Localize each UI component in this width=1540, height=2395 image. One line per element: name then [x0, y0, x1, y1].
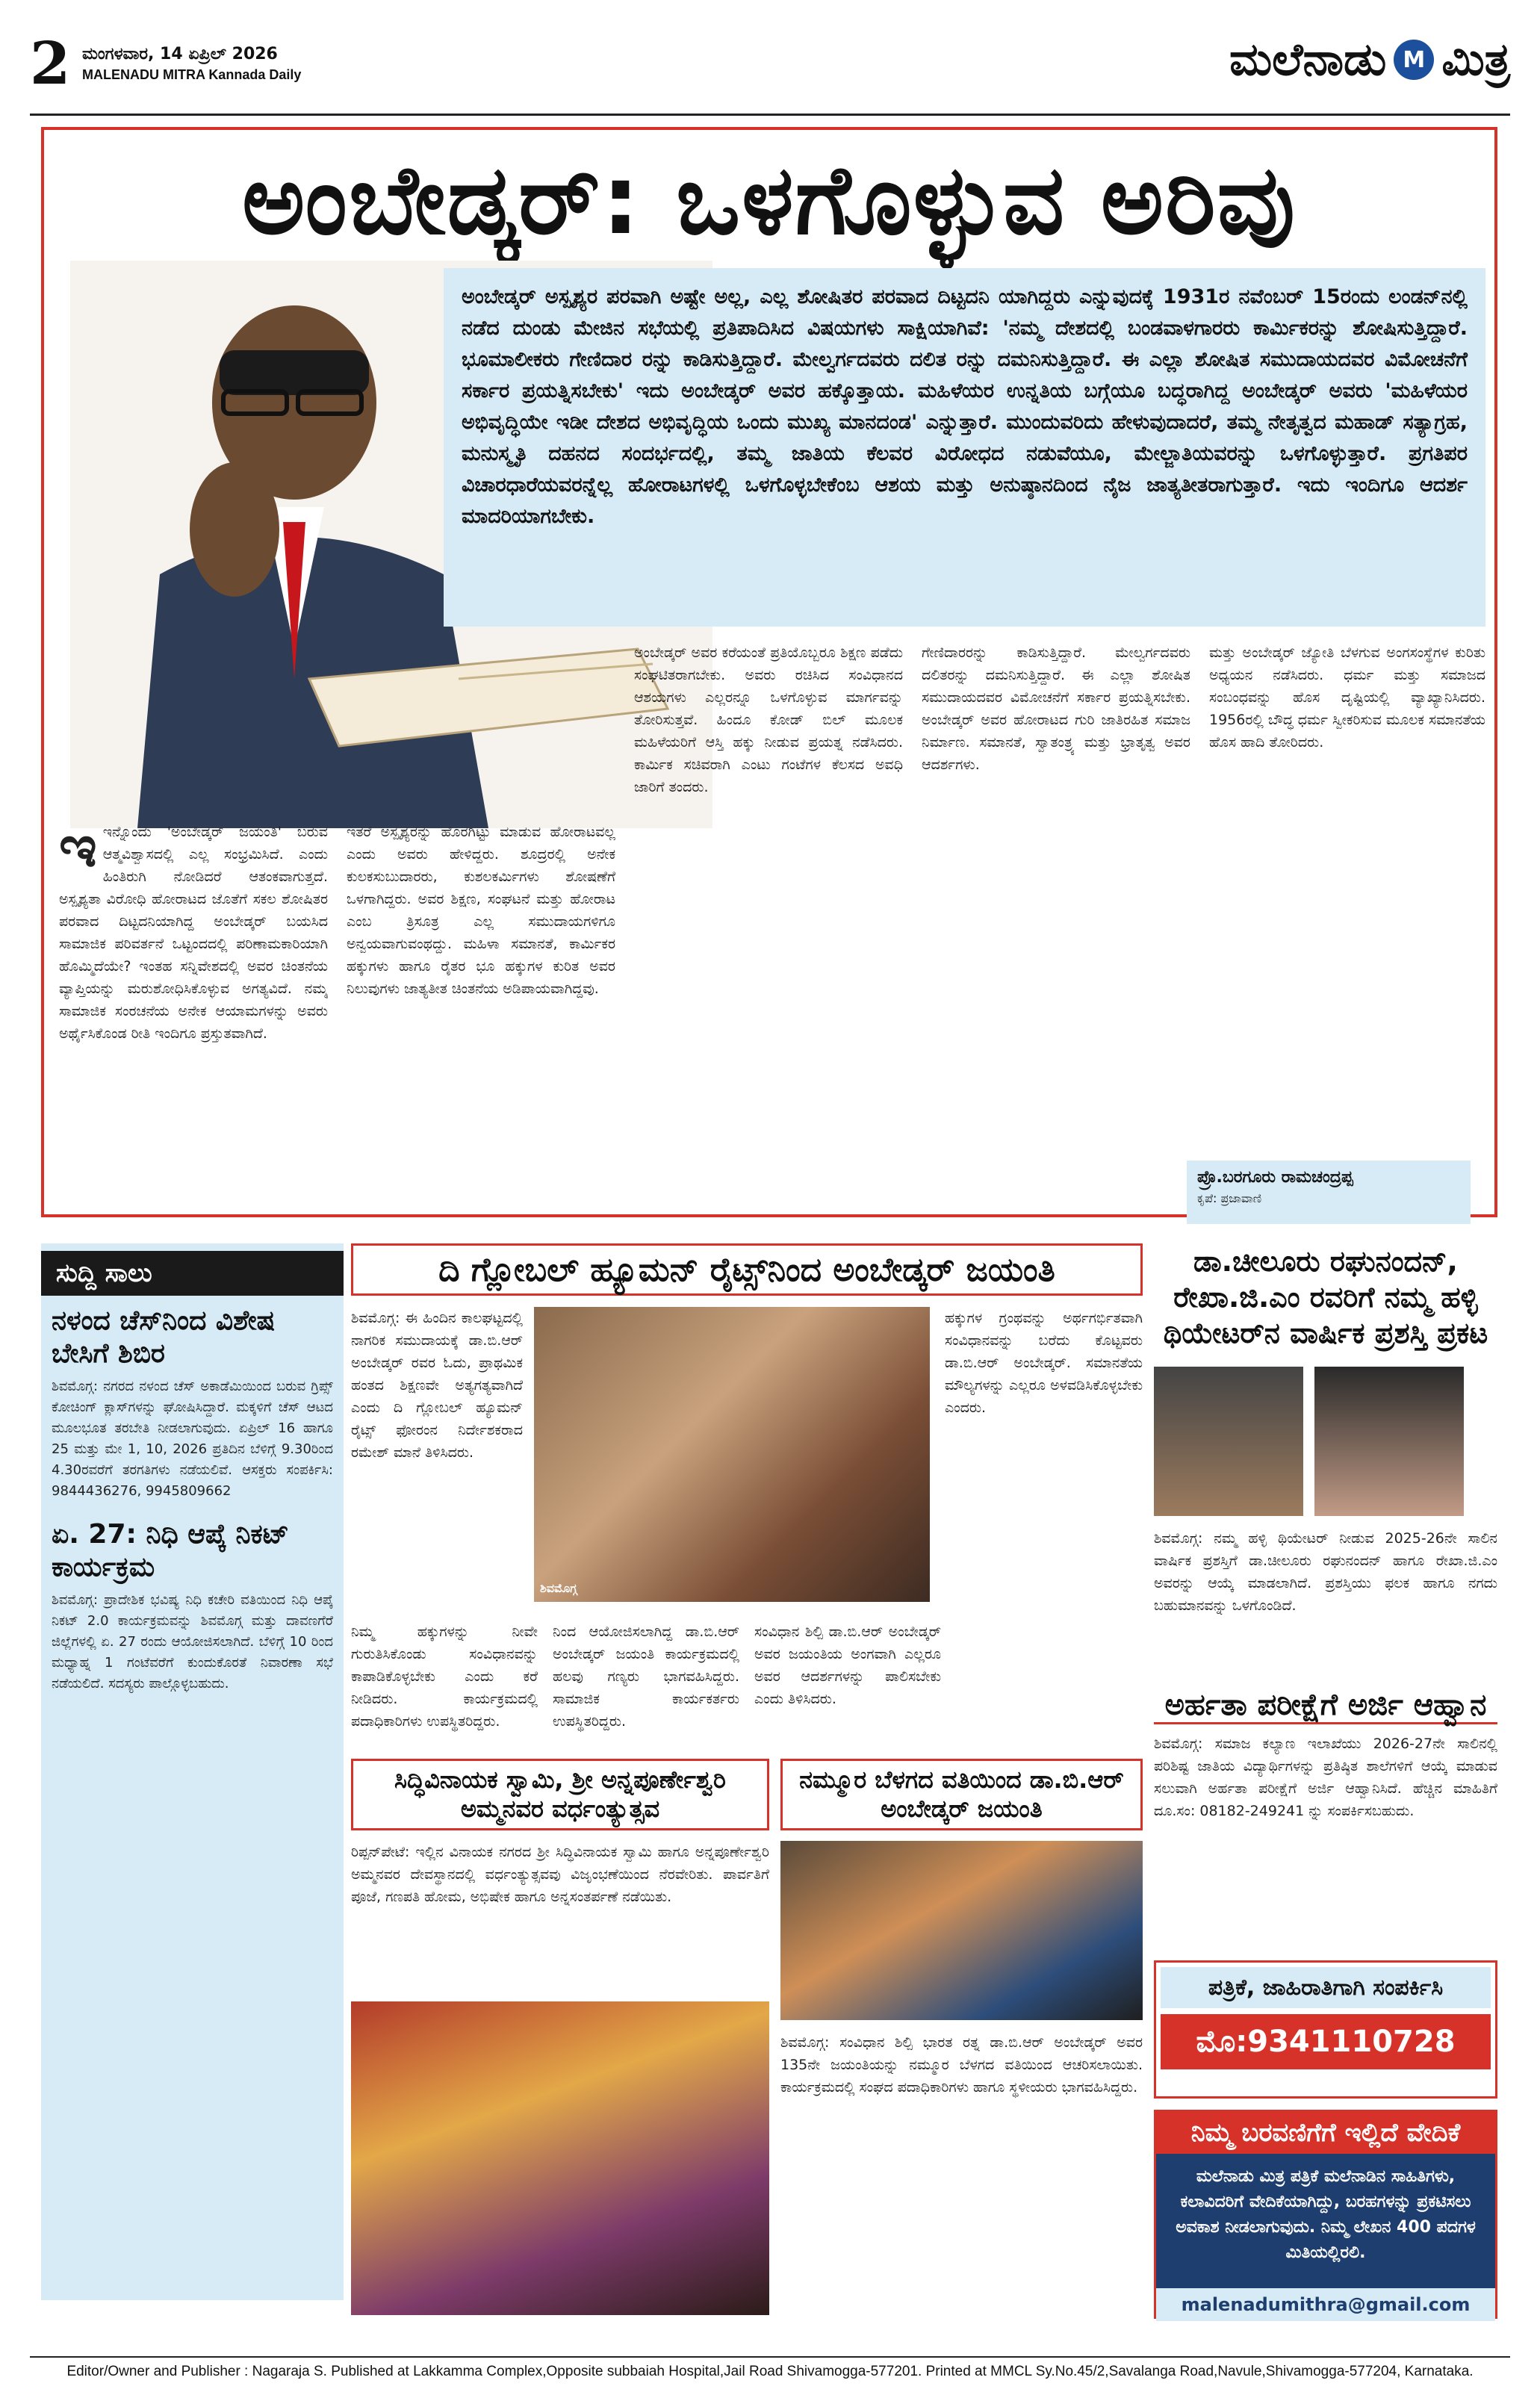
column-1-text: ಇನ್ನೊಂದು 'ಅಂಬೇಡ್ಕರ್ ಜಯಂತಿ' ಬರುವ ಆತ್ಮವಿಶ್ವಾಸದಲ್ಲಿ ಎಲ್ಲ ಸಂಭ್ರಮಿಸಿದೆ. ಎಂದು ಹಿಂತಿರುಗಿ ನೋಡಿದರೆ ಆತಂಕವಾಗುತ್ತದೆ. ಅಸ್ಪೃಶ್ಯತಾ ವಿರೋಧಿ ಹೋರಾಟದ ಜೊತೆಗೆ ಸಕಲ ಶೋಷಿತರ ಪರವಾದ ದಿಟ್ಟದನಿಯಾಗಿದ್ದ ಅಂಬೇಡ್ಕರ್ ಬಯಸಿದ ಸಾಮಾಜಿಕ ಪರಿವರ್ತನೆ ಒಟ್ಟಂದದಲ್ಲಿ ಪರಿಣಾಮಕಾರಿಯಾಗಿ ಹೊಮ್ಮಿದೆಯೇ? ಇಂತಹ ಸನ್ನಿವೇಶದಲ್ಲಿ ಅವರ ಚಿಂತನೆಯ ವ್ಯಾಪ್ತಿಯನ್ನು ಮರುಶೋಧಿಸಿಕೊಳ್ಳುವ ಅಗತ್ಯವಿದೆ. ನಮ್ಮ ಸಾಮಾಜಿಕ ಸಂರಚನೆಯ ಅನೇಕ ಆಯಾಮಗಳನ್ನು ಅವರು ಅರ್ಥೈಸಿಕೊಂಡ ರೀತಿ ಇಂದಿಗೂ ಪ್ರಸ್ತುತವಾಗಿದೆ.	[59, 824, 328, 1042]
writing-ad-text: ಮಲೆನಾಡು ಮಿತ್ರ ಪತ್ರಿಕೆ ಮಲೆನಾಡಿನ ಸಾಹಿತಿಗಳು, ಕಲಾವಿದರಿಗೆ ವೇದಿಕೆಯಾಗಿದ್ದು, ಬರಹಗಳನ್ನು ಪ್ರಕಟಿಸಲು ಅವಕಾಶ ನೀಡಲಾಗುವುದು. ನಿಮ್ಮ ಲೇಖನ 400 ಪದಗಳ ಮಿತಿಯಲ್ಲಿರಲಿ.	[1156, 2154, 1495, 2288]
byline-role: ಕೃಪೆ: ಪ್ರಜಾವಾಣಿ	[1197, 1191, 1262, 1205]
masthead	[30, 30, 1510, 116]
news-headline-2: ಏ. 27: ನಿಧಿ ಆಪ್ಕೆ ನಿಕಟ್ ಕಾರ್ಯಕ್ರಮ	[52, 1519, 289, 1582]
middle-text-d: ನಿಂದ ಆಯೋಜಿಸಲಾಗಿದ್ದ ಡಾ.ಬಿ.ಆರ್ ಅಂಬೇಡ್ಕರ್ ಜಯಂತಿ ಕಾರ್ಯಕ್ರಮದಲ್ಲಿ ಹಲವು ಗಣ್ಯರು ಭಾಗವಹಿಸಿದ್ದರು. ಸಾಮಾಜಿಕ ಕಾರ್ಯಕರ್ತರು ಉಪಸ್ಥಿತರಿದ್ದರು.	[553, 1624, 739, 1730]
event-photo	[534, 1307, 930, 1602]
photo-caption: ಶಿವಮೊಗ್ಗ	[540, 1581, 577, 1595]
byline	[1187, 1161, 1471, 1224]
dateline: ಮಂಗಳವಾರ, 14 ಏಪ್ರಿಲ್ 2026	[82, 45, 278, 63]
intro-box: ಅಂಬೇಡ್ಕರ್ ಅಸ್ಪೃಶ್ಯರ ಪರವಾಗಿ ಅಷ್ಟೇ ಅಲ್ಲ, ಎಲ್ಲ ಶೋಷಿತರ ಪರವಾದ ದಿಟ್ಟದನಿ ಯಾಗಿದ್ದರು ಎನ್ನುವುದಕ್ಕೆ 1931ರ ನವೆಂಬರ್ 15ರಂದು ಲಂಡನ್‌ನಲ್ಲಿ ನಡೆದ ದುಂಡು ಮೇಜಿನ ಸಭೆಯಲ್ಲಿ ಪ್ರತಿಪಾದಿಸಿದ ವಿಷಯಗಳು ಸಾಕ್ಷಿಯಾಗಿವೆ: 'ನಮ್ಮ ದೇಶದಲ್ಲಿ ಬಂಡವಾಳಗಾರರು ಕಾರ್ಮಿಕರನ್ನು ಶೋಷಿಸುತ್ತಿದ್ದಾರೆ. ಭೂಮಾಲೀಕರು ಗೇಣಿದಾರ ರನ್ನು ಕಾಡಿಸುತ್ತಿದ್ದಾರೆ. ಮೇಲ್ವರ್ಗದವರು ದಲಿತ ರನ್ನು ದಮನಿಸುತ್ತಿದ್ದಾರೆ. ಈ ಎಲ್ಲಾ ಶೋಷಿತ ಸಮುದಾಯದವರ ವಿಮೋಚನೆಗೆ ಸರ್ಕಾರ ಪ್ರಯತ್ನಿಸಬೇಕು' ಇದು ಅಂಬೇಡ್ಕರ್ ಅವರ ಹಕ್ಕೊತ್ತಾಯ. ಮಹಿಳೆಯರ ಉನ್ನತಿಯ ಬಗ್ಗೆಯೂ ಬದ್ಧರಾಗಿದ್ದ ಅಂಬೇಡ್ಕರ್ ಅವರು 'ಮಹಿಳೆಯರ ಅಭಿವೃದ್ಧಿಯೇ ಇಡೀ ದೇಶದ ಅಭಿವೃದ್ಧಿಯ ಒಂದು ಮುಖ್ಯ ಮಾನದಂಡ' ಎನ್ನುತ್ತಾರೆ. ಮುಂದುವರಿದು ಹೇಳುವುದಾದರೆ, ತಮ್ಮ ನೇತೃತ್ವದ ಮಹಾಡ್ ಸತ್ಯಾಗ್ರಹ, ಮನುಸ್ಮೃತಿ ದಹನದ ಸಂದರ್ಭದಲ್ಲಿ, ತಮ್ಮ ಜಾತಿಯ ಕೆಲವರ ವಿರೋಧದ ನಡುವೆಯೂ, ಮೇಲ್ಜಾತಿಯವರನ್ನು ಒಳಗೊಳ್ಳುತ್ತಾರೆ. ಪ್ರಗತಿಪರ ವಿಚಾರಧಾರೆಯವರನ್ನೆಲ್ಲ ಹೋರಾಟಗಳಲ್ಲಿ ಒಳಗೊಳ್ಳಬೇಕೆಂಬ ಆಶಯ ಮತ್ತು ಅನುಷ್ಠಾನದಿಂದ ನೈಜ ಜಾತ್ಯತೀತರಾಗುತ್ತಾರೆ. ಇದು ಇಂದಿಗೂ ಆದರ್ಶ ಮಾದರಿಯಾಗಬೇಕು.	[444, 268, 1485, 627]
column-1	[59, 821, 328, 1209]
imprint-footer: Editor/Owner and Publisher : Nagaraja S. Published at Lakkamma Complex,Opposite subbaiah Hospital,Jail Road Shivamogga-577201. Printed at MMCL Sy.No.45/2,Savalanga Road,Navule,Shivamogga-577204, Karnataka.	[30, 2356, 1510, 2386]
news-text-1: ಶಿವಮೊಗ್ಗ: ನಗರದ ನಳಂದ ಚೆಸ್ ಅಕಾಡೆಮಿಯಿಂದ ಬರುವ ಗ್ರಿಪ್ಸ್ ಕೋಚಿಂಗ್ ಕ್ಲಾಸ್‌ಗಳನ್ನು ಘೋಷಿಸಿದ್ದಾರೆ. ಮಕ್ಕಳಿಗೆ ಚೆಸ್ ಆಟದ ಮೂಲಭೂತ ತರಬೇತಿ ನೀಡಲಾಗುವುದು. ಏಪ್ರಿಲ್ 16 ಹಾಗೂ 25 ಮತ್ತು ಮೇ 1, 10, 2026 ಪ್ರತಿದಿನ ಬೆಳಿಗ್ಗೆ 9.30ರಿಂದ 4.30ರವರೆಗೆ ತರಗತಿಗಳು ನಡೆಯಲಿವೆ. ಆಸಕ್ತರು ಸಂಪರ್ಕಿಸಿ: 9844436276, 9945809662	[52, 1379, 333, 1499]
award-photo-1	[1154, 1367, 1303, 1516]
news-headline-1: ನಳಂದ ಚೆಸ್‌ನಿಂದ ವಿಶೇಷ ಬೇಸಿಗೆ ಶಿಬಿರ	[52, 1305, 276, 1369]
logo-icon: M	[1394, 40, 1434, 80]
temple-text: ರಿಪ್ಪನ್‌ಪೇಟೆ: ಇಲ್ಲಿನ ವಿನಾಯಕ ನಗರದ ಶ್ರೀ ಸಿದ್ಧಿವಿನಾಯಕ ಸ್ವಾಮಿ ಹಾಗೂ ಅನ್ನಪೂರ್ಣೇಶ್ವರಿ ಅಮ್ಮನವರ ದೇವಸ್ಥಾನದಲ್ಲಿ ವರ್ಧಂತ್ಯುತ್ಸವವು ವಿಜೃಂಭಣೆಯಿಂದ ನೆರವೇರಿತು. ಪಾರ್ವತಿಗೆ ಪೂಜೆ, ಗಣಪತಿ ಹೋಮ, ಅಭಿಷೇಕ ಹಾಗೂ ಅನ್ನಸಂತರ್ಪಣೆ ನಡೆಯಿತು.	[351, 1844, 769, 1905]
brand-left: ಮಲೆನಾಡು	[1229, 34, 1387, 86]
feature-article	[41, 127, 1497, 1217]
middle-text-b: ಹಕ್ಕುಗಳ ಗ್ರಂಥವನ್ನು ಅರ್ಥಗರ್ಭಿತವಾಗಿ ಸಂವಿಧಾನವನ್ನು ಬರೆದು ಕೊಟ್ಟವರು ಡಾ.ಬಿ.ಆರ್ ಅಂಬೇಡ್ಕರ್. ಸಮಾನತೆಯ ಮೌಲ್ಯಗಳನ್ನು ಎಲ್ಲರೂ ಅಳವಡಿಸಿಕೊಳ್ಳಬೇಕು ಎಂದರು.	[945, 1310, 1143, 1416]
jayanti-text: ಶಿವಮೊಗ್ಗ: ಸಂವಿಧಾನ ಶಿಲ್ಪಿ ಭಾರತ ರತ್ನ ಡಾ.ಬಿ.ಆರ್ ಅಂಬೇಡ್ಕರ್ ಅವರ 135ನೇ ಜಯಂತಿಯನ್ನು ನಮ್ಮೂರ ಬೆಳಗದ ವತಿಯಿಂದ ಆಚರಿಸಲಾಯಿತು. ಕಾರ್ಯಕ್ರಮದಲ್ಲಿ ಸಂಘದ ಪದಾಧಿಕಾರಿಗಳು ಹಾಗೂ ಸ್ಥಳೀಯರು ಭಾಗವಹಿಸಿದ್ದರು.	[780, 2034, 1143, 2096]
middle-headline: ದಿ ಗ್ಲೋಬಲ್ ಹ್ಯೂಮನ್ ರೈಟ್ಸ್‌ನಿಂದ ಅಂಬೇಡ್ಕರ್ ಜಯಂತಿ	[351, 1243, 1143, 1296]
brand-logo	[1229, 34, 1510, 86]
temple-photo	[351, 2001, 769, 2315]
page-number: 2	[30, 30, 71, 98]
news-column	[41, 1243, 344, 2300]
contact-ad-phone: ಮೊ:9341110728	[1161, 2014, 1491, 2069]
brand-right: ಮಿತ್ರ	[1441, 34, 1510, 86]
column-4: ಗೇಣಿದಾರರನ್ನು ಕಾಡಿಸುತ್ತಿದ್ದಾರೆ. ಮೇಲ್ವರ್ಗದವರು ದಲಿತರನ್ನು ದಮನಿಸುತ್ತಿದ್ದಾರೆ. ಈ ಎಲ್ಲಾ ಶೋಷಿತ ಸಮುದಾಯದವರ ವಿಮೋಚನೆಗೆ ಸರ್ಕಾರ ಪ್ರಯತ್ನಿಸಬೇಕು. ಅಂಬೇಡ್ಕರ್ ಅವರ ಹೋರಾಟದ ಗುರಿ ಜಾತಿರಹಿತ ಸಮಾಜ ನಿರ್ಮಾಣ. ಸಮಾನತೆ, ಸ್ವಾತಂತ್ರ್ಯ ಮತ್ತು ಭ್ರಾತೃತ್ವ ಅವರ ಆದರ್ಶಗಳು.	[922, 644, 1190, 773]
middle-text-e: ಸಂವಿಧಾನ ಶಿಲ್ಪಿ ಡಾ.ಬಿ.ಆರ್ ಅಂಬೇಡ್ಕರ್ ಅವರ ಜಯಂತಿಯ ಅಂಗವಾಗಿ ಎಲ್ಲರೂ ಅವರ ಆದರ್ಶಗಳನ್ನು ಪಾಲಿಸಬೇಕು ಎಂದು ತಿಳಿಸಿದರು.	[754, 1624, 941, 1707]
writing-ad-email[interactable]: malenadumithra@gmail.com	[1156, 2288, 1495, 2321]
byline-name: ಪ್ರೊ.ಬರಗೂರು ರಾಮಚಂದ್ರಪ್ಪ	[1197, 1168, 1353, 1187]
writing-ad-title: ನಿಮ್ಮ ಬರವಣಿಗೆಗೆ ಇಲ್ಲಿದೆ ವೇದಿಕೆ	[1156, 2112, 1495, 2154]
award-photo-2	[1314, 1367, 1464, 1516]
contact-ad-title: ಪತ್ರಿಕೆ, ಜಾಹಿರಾತಿಗಾಗಿ ಸಂಪರ್ಕಿಸಿ	[1161, 1967, 1491, 2008]
award-headline: ಡಾ.ಚೀಲೂರು ರಘುನಂದನ್, ರೇಖಾ.ಜಿ.ಎಂ ರವರಿಗೆ ನಮ್ಮ ಹಳ್ಳಿ ಥಿಯೇಟರ್‌ನ ವಾರ್ಷಿಕ ಪ್ರಶಸ್ತಿ ಪ್ರಕಟ	[1163, 1245, 1488, 1349]
subtitle: MALENADU MITRA Kannada Daily	[82, 67, 302, 82]
temple-headline: ಸಿದ್ಧಿವಿನಾಯಕ ಸ್ವಾಮಿ, ಶ್ರೀ ಅನ್ನಪೂರ್ಣೇಶ್ವರಿ ಅಮ್ಮನವರ ವರ್ಧಂತ್ಯುತ್ಸವ	[351, 1759, 769, 1830]
feature-headline: ಅಂಬೇಡ್ಕರ್: ಒಳಗೊಳ್ಳುವ ಅರಿವು	[242, 145, 1297, 256]
jayanti-photo	[780, 1841, 1143, 2020]
exam-headline: ಅರ್ಹತಾ ಪರೀಕ್ಷೆಗೆ ಅರ್ಜಿ ಆಹ್ವಾನ	[1154, 1688, 1497, 1724]
exam-text: ಶಿವಮೊಗ್ಗ: ಸಮಾಜ ಕಲ್ಯಾಣ ಇಲಾಖೆಯು 2026-27ನೇ ಸಾಲಿನಲ್ಲಿ ಪರಿಶಿಷ್ಟ ಜಾತಿಯ ವಿದ್ಯಾರ್ಥಿಗಳನ್ನು ಪ್ರತಿಷ್ಠಿತ ಶಾಲೆಗಳಿಗೆ ಆಯ್ಕೆ ಮಾಡುವ ಸಲುವಾಗಿ ಅರ್ಹತಾ ಪರೀಕ್ಷೆಗೆ ಅರ್ಜಿ ಆಹ್ವಾನಿಸಿದೆ. ಹೆಚ್ಚಿನ ಮಾಹಿತಿಗೆ ದೂ.ಸಂ: 08182-249241 ನ್ನು ಸಂಪರ್ಕಿಸಬಹುದು.	[1154, 1736, 1497, 1819]
ambedkar-jayanti-headline: ನಮ್ಮೂರ ಬೆಳಗದ ವತಿಯಿಂದ ಡಾ.ಬಿ.ಆರ್ ಅಂಬೇಡ್ಕರ್ ಜಯಂತಿ	[780, 1759, 1143, 1830]
news-text-2: ಶಿವಮೊಗ್ಗ: ಪ್ರಾದೇಶಿಕ ಭವಿಷ್ಯ ನಿಧಿ ಕಚೇರಿ ವತಿಯಿಂದ ನಿಧಿ ಆಪ್ಕೆ ನಿಕಟ್ 2.0 ಕಾರ್ಯಕ್ರಮವನ್ನು ಶಿವಮೊಗ್ಗ ಮತ್ತು ದಾವಣಗೆರೆ ಜಿಲ್ಲೆಗಳಲ್ಲಿ ಏ. 27 ರಂದು ಆಯೋಜಿಸಲಾಗಿದೆ. ಬೆಳಿಗ್ಗೆ 10 ರಿಂದ ಮಧ್ಯಾಹ್ನ 1 ಗಂಟೆವರೆಗೆ ಕುಂದುಕೊರತೆ ನಿವಾರಣಾ ಸಭೆ ನಡೆಯಲಿದೆ. ಸದಸ್ಯರು ಪಾಲ್ಗೊಳ್ಳಬಹುದು.	[52, 1592, 333, 1692]
feature-body	[59, 642, 1485, 1209]
column-2: ಇತರೆ ಅಸ್ಪೃಶ್ಯರನ್ನು ಹೊರಗಿಟ್ಟು ಮಾಡುವ ಹೋರಾಟವಲ್ಲ ಎಂದು ಅವರು ಹೇಳಿದ್ದರು. ಶೂದ್ರರಲ್ಲಿ ಅನೇಕ ಕುಲಕಸುಬುದಾರರು, ಕುಶಲಕರ್ಮಿಗಳು ಶೋಷಣೆಗೆ ಒಳಗಾಗಿದ್ದರು. ಅವರ ಶಿಕ್ಷಣ, ಸಂಘಟನೆ ಮತ್ತು ಹೋರಾಟ ಎಂಬ ತ್ರಿಸೂತ್ರ ಎಲ್ಲ ಸಮುದಾಯಗಳಿಗೂ ಅನ್ವಯವಾಗುವಂಥದ್ದು. ಮಹಿಳಾ ಸಮಾನತೆ, ಕಾರ್ಮಿಕರ ಹಕ್ಕುಗಳು ಹಾಗೂ ರೈತರ ಭೂ ಹಕ್ಕುಗಳ ಕುರಿತ ಅವರ ನಿಲುವುಗಳು ಜಾತ್ಯತೀತ ಚಿಂತನೆಯ ಅಡಿಪಾಯವಾಗಿದ್ದವು.	[347, 824, 615, 997]
writing-ad	[1154, 2110, 1497, 2319]
middle-text-c: ನಿಮ್ಮ ಹಕ್ಕುಗಳನ್ನು ನೀವೇ ಗುರುತಿಸಿಕೊಂಡು ಸಂವಿಧಾನವನ್ನು ಕಾಪಾಡಿಕೊಳ್ಳಬೇಕು ಎಂದು ಕರೆ ನೀಡಿದರು. ಕಾರ್ಯಕ್ರಮದಲ್ಲಿ ಪದಾಧಿಕಾರಿಗಳು ಉಪಸ್ಥಿತರಿದ್ದರು.	[351, 1624, 538, 1730]
middle-text-a: ಶಿವಮೊಗ್ಗ: ಈ ಹಿಂದಿನ ಕಾಲಘಟ್ಟದಲ್ಲಿ ನಾಗರಿಕ ಸಮುದಾಯಕ್ಕೆ ಡಾ.ಬಿ.ಆರ್ ಅಂಬೇಡ್ಕರ್ ರವರ ಓದು, ಪ್ರಾಥಮಿಕ ಹಂತದ ಶಿಕ್ಷಣವೇ ಅತ್ಯಗತ್ಯವಾಗಿದೆ ಎಂದು ದಿ ಗ್ಲೋಬಲ್ ಹ್ಯೂಮನ್ ರೈಟ್ಸ್ ಫೋರಂನ ನಿರ್ದೇಶಕರಾದ ರಮೇಶ್ ಮಾನೆ ತಿಳಿಸಿದರು.	[351, 1310, 523, 1461]
news-tab: ಸುದ್ದಿ ಸಾಲು	[41, 1251, 344, 1296]
award-text: ಶಿವಮೊಗ್ಗ: ನಮ್ಮ ಹಳ್ಳಿ ಥಿಯೇಟರ್ ನೀಡುವ 2025-26ನೇ ಸಾಲಿನ ವಾರ್ಷಿಕ ಪ್ರಶಸ್ತಿಗೆ ಡಾ.ಚೀಲೂರು ರಘುನಂದನ್ ಹಾಗೂ ರೇಖಾ.ಜಿ.ಎಂ ಅವರನ್ನು ಆಯ್ಕೆ ಮಾಡಲಾಗಿದೆ. ಪ್ರಶಸ್ತಿಯು ಫಲಕ ಹಾಗೂ ನಗದು ಬಹುಮಾನವನ್ನು ಒಳಗೊಂಡಿದೆ.	[1154, 1530, 1497, 1614]
contact-ad	[1154, 1960, 1497, 2099]
column-3: ಅಂಬೇಡ್ಕರ್ ಅವರ ಕರೆಯಂತೆ ಪ್ರತಿಯೊಬ್ಬರೂ ಶಿಕ್ಷಣ ಪಡೆದು ಸಂಘಟಿತರಾಗಬೇಕು. ಅವರು ರಚಿಸಿದ ಸಂವಿಧಾನದ ಆಶಯಗಳು ಎಲ್ಲರನ್ನೂ ಒಳಗೊಳ್ಳುವ ಮಾರ್ಗವನ್ನು ತೋರಿಸುತ್ತವೆ. ಹಿಂದೂ ಕೋಡ್ ಬಿಲ್ ಮೂಲಕ ಮಹಿಳೆಯರಿಗೆ ಆಸ್ತಿ ಹಕ್ಕು ನೀಡುವ ಪ್ರಯತ್ನ ನಡೆಸಿದರು. ಕಾರ್ಮಿಕ ಸಚಿವರಾಗಿ ಎಂಟು ಗಂಟೆಗಳ ಕೆಲಸದ ಅವಧಿ ಜಾರಿಗೆ ತಂದರು.	[634, 644, 903, 795]
drop-cap: ಇ	[59, 821, 97, 880]
column-5: ಮತ್ತು ಅಂಬೇಡ್ಕರ್ ಜ್ಯೋತಿ ಬೆಳಗುವ ಅಂಗಸಂಸ್ಥೆಗಳ ಕುರಿತು ಅಧ್ಯಯನ ನಡೆಸಿದರು. ಧರ್ಮ ಮತ್ತು ಸಮಾಜದ ಸಂಬಂಧವನ್ನು ಹೊಸ ದೃಷ್ಟಿಯಲ್ಲಿ ವ್ಯಾಖ್ಯಾನಿಸಿದರು. 1956ರಲ್ಲಿ ಬೌದ್ಧ ಧರ್ಮ ಸ್ವೀಕರಿಸುವ ಮೂಲಕ ಸಮಾನತೆಯ ಹೊಸ ಹಾದಿ ತೋರಿದರು.	[1209, 644, 1485, 751]
